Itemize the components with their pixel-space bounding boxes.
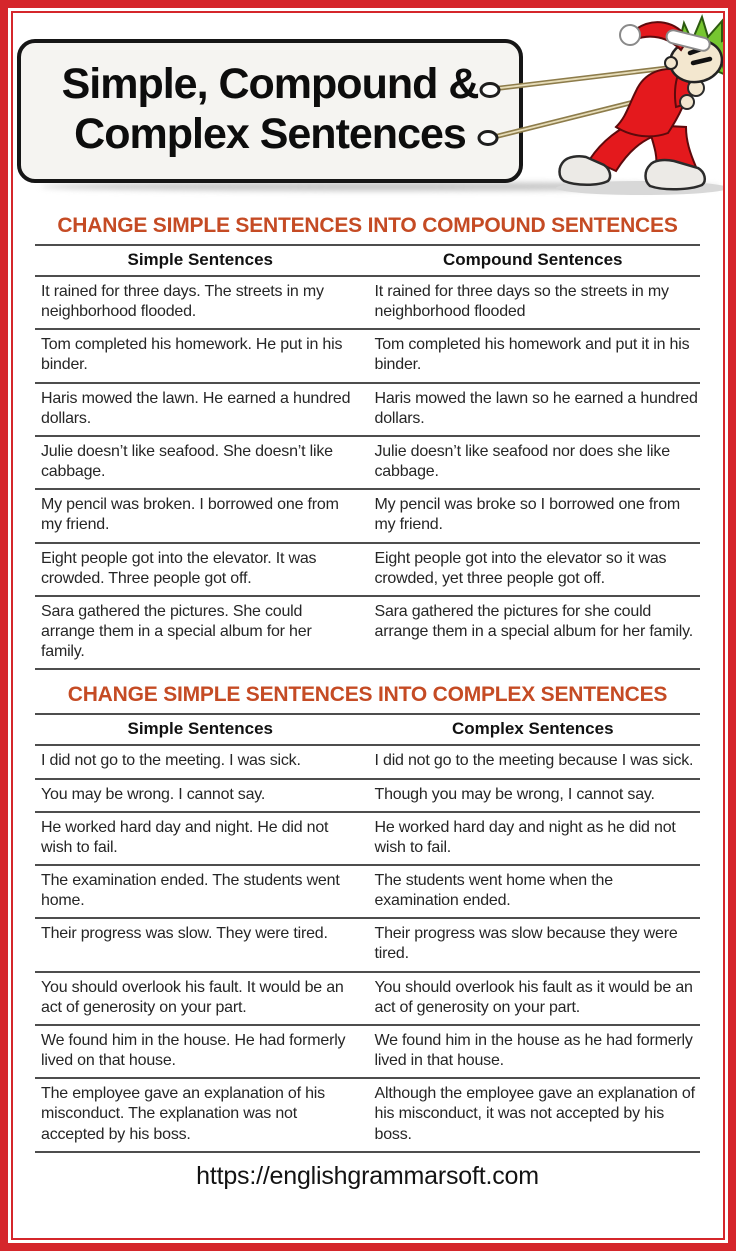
table-row [35,276,700,329]
table-cell: Eight people got into the elevator so it was crowded, yet three people got off. [366,543,701,596]
section-compound [35,214,700,670]
table-cell: Their progress was slow because they were tired. [366,918,701,971]
table-row [35,1078,700,1151]
table-cell: Eight people got into the elevator. It was crowded. Three people got off. [35,543,366,596]
table-cell: He worked hard day and night as he did not wish to fail. [366,812,701,865]
table-row [35,779,700,812]
table-cell: My pencil was broken. I borrowed one from my friend. [35,489,366,542]
table-cell: It rained for three days. The streets in my neighborhood flooded. [35,276,366,329]
table-row [35,543,700,596]
table-cell: The employee gave an explanation of his misconduct. The explanation was not accepted by his boss. [35,1078,366,1151]
table-row [35,383,700,436]
table-row [35,918,700,971]
table-cell: You should overlook his fault as it would be an act of generosity on your part. [366,972,701,1025]
table-cell: You may be wrong. I cannot say. [35,779,366,812]
table-cell: Sara gathered the pictures. She could arrange them in a special album for her family. [35,596,366,669]
table-cell: I did not go to the meeting because I was sick. [366,745,701,778]
table-cell: It rained for three days so the streets in my neighborhood flooded [366,276,701,329]
table-row [35,1025,700,1078]
title-box [17,39,523,183]
table-cell: Tom completed his homework. He put in his binder. [35,329,366,382]
section-heading-complex: CHANGE SIMPLE SENTENCES INTO COMPLEX SENTENCES [67,683,668,707]
table-row [35,812,700,865]
page-title-line-1: Simple, Compound & [61,60,479,108]
table-cell: We found him in the house. He had formerly lived on that house. [35,1025,366,1078]
table-cell: The students went home when the examination ended. [366,865,701,918]
santa-puller-mascot-icon [550,13,723,197]
table-row [35,329,700,382]
table-row [35,596,700,669]
complex-table [35,713,700,1152]
table-cell: My pencil was broke so I borrowed one from my friend. [366,489,701,542]
table-cell: Haris mowed the lawn so he earned a hundred dollars. [366,383,701,436]
table-row [35,865,700,918]
rope-ring-icon [479,84,499,145]
section-heading-compound: CHANGE SIMPLE SENTENCES INTO COMPOUND SENTENCES [57,214,678,237]
column-header-complex: Complex Sentences [366,714,701,745]
page-title-line-2: Complex Sentences [74,110,466,158]
table-row [35,972,700,1025]
table-header-row [35,245,700,276]
page-content [13,13,723,1238]
table-cell: I did not go to the meeting. I was sick. [35,745,366,778]
column-header-simple: Simple Sentences [35,245,366,276]
worksheet-body [13,214,723,1191]
table-cell: Julie doesn’t like seafood nor does she like cabbage. [366,436,701,489]
table-row [35,436,700,489]
header-banner [13,13,723,201]
table-cell: Though you may be wrong, I cannot say. [366,779,701,812]
table-cell: Their progress was slow. They were tired. [35,918,366,971]
table-cell: Tom completed his homework and put it in his binder. [366,329,701,382]
compound-table [35,244,700,670]
table-row [35,489,700,542]
table-cell: You should overlook his fault. It would be an act of generosity on your part. [35,972,366,1025]
table-header-row [35,714,700,745]
table-cell: We found him in the house as he had formerly lived in that house. [366,1025,701,1078]
column-header-simple: Simple Sentences [35,714,366,745]
table-row [35,745,700,778]
table-cell: Haris mowed the lawn. He earned a hundred dollars. [35,383,366,436]
table-cell: Sara gathered the pictures for she could arrange them in a special album for her family. [366,596,701,669]
table-cell: He worked hard day and night. He did not wish to fail. [35,812,366,865]
column-header-compound: Compound Sentences [366,245,701,276]
section-complex [35,683,700,1152]
table-cell: The examination ended. The students went home. [35,865,366,918]
table-cell: Julie doesn’t like seafood. She doesn’t like cabbage. [35,436,366,489]
footer-url: https://englishgrammarsoft.com [196,1161,539,1190]
table-cell: Although the employee gave an explanation of his misconduct, it was not accepted by his boss. [366,1078,701,1151]
